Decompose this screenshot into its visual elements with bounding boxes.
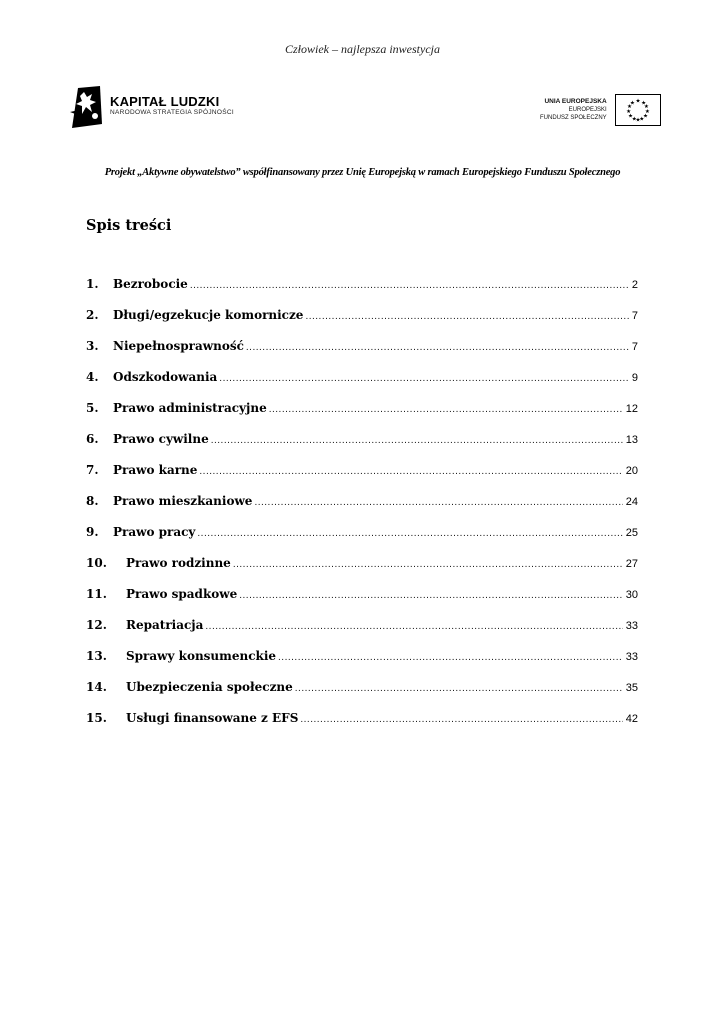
toc-entry-page[interactable]: 33 xyxy=(625,620,638,632)
toc-entry[interactable] xyxy=(86,370,638,401)
toc-dot-leader xyxy=(278,652,623,663)
toc-dot-leader xyxy=(211,435,623,446)
toc-entry-page[interactable]: 12 xyxy=(625,403,638,415)
toc-entry-page[interactable]: 7 xyxy=(631,310,638,322)
svg-text:★: ★ xyxy=(642,113,648,120)
eu-logo xyxy=(540,94,661,126)
toc-dot-leader xyxy=(199,466,622,477)
toc-entry-page[interactable]: 2 xyxy=(631,279,638,291)
toc-entry[interactable] xyxy=(86,432,638,463)
svg-text:★: ★ xyxy=(635,117,641,124)
toc-entry-title[interactable]: Prawo karne xyxy=(113,463,198,477)
toc-entry-page[interactable]: 42 xyxy=(625,713,638,725)
toc-entry[interactable] xyxy=(86,587,638,618)
toc-dot-leader xyxy=(205,621,622,632)
kapital-ludzki-emblem-icon xyxy=(70,84,104,128)
svg-text:★: ★ xyxy=(627,113,633,120)
eu-line-2: EUROPEJSKI xyxy=(568,107,607,113)
svg-text:★: ★ xyxy=(635,98,641,105)
svg-text:★: ★ xyxy=(629,100,635,107)
toc-entry-number: 14. xyxy=(86,680,107,694)
svg-text:★: ★ xyxy=(638,116,644,123)
toc-entry-title[interactable]: Repatriacja xyxy=(126,618,204,632)
toc-entry-page[interactable]: 27 xyxy=(625,558,638,570)
toc-entry-title[interactable]: Bezrobocie xyxy=(113,277,188,291)
table-of-contents xyxy=(86,277,638,742)
toc-entry-title[interactable]: Niepełnosprawność xyxy=(113,339,244,353)
toc-entry-number: 10. xyxy=(86,556,107,570)
toc-entry-page[interactable]: 33 xyxy=(625,651,638,663)
toc-entry-number: 2. xyxy=(86,308,99,322)
toc-entry-title[interactable]: Prawo pracy xyxy=(113,525,196,539)
toc-entry[interactable] xyxy=(86,556,638,587)
toc-entry-title[interactable]: Prawo mieszkaniowe xyxy=(113,494,253,508)
toc-entry-page[interactable]: 9 xyxy=(631,372,638,384)
toc-entry-title[interactable]: Długi/egzekucje komornicze xyxy=(113,308,304,322)
toc-entry-page[interactable]: 30 xyxy=(625,589,638,601)
toc-entry[interactable] xyxy=(86,401,638,432)
toc-entry-number: 7. xyxy=(86,463,99,477)
project-funding-statement: Projekt „Aktywne obywatelstwo” współfinansowany przez Unię Europejską w ramach Europejskiego Funduszu Społecznego xyxy=(104,167,621,178)
toc-entry-title[interactable]: Prawo cywilne xyxy=(113,432,209,446)
eu-line-3: FUNDUSZ SPOŁECZNY xyxy=(540,115,607,121)
svg-text:★: ★ xyxy=(640,100,646,107)
toc-entry-number: 13. xyxy=(86,649,107,663)
toc-entry-number: 12. xyxy=(86,618,107,632)
toc-dot-leader xyxy=(269,404,623,415)
toc-entry-title[interactable]: Prawo rodzinne xyxy=(126,556,231,570)
toc-entry-title[interactable]: Usługi finansowane z EFS xyxy=(126,711,299,725)
toc-entry-number: 1. xyxy=(86,277,99,291)
toc-entry-number: 5. xyxy=(86,401,99,415)
toc-entry-number: 3. xyxy=(86,339,99,353)
toc-entry-page[interactable]: 24 xyxy=(625,496,638,508)
toc-dot-leader xyxy=(300,714,622,725)
eu-flag-icon xyxy=(615,94,661,126)
svg-text:★: ★ xyxy=(643,104,649,111)
toc-entry-page[interactable]: 25 xyxy=(625,527,638,539)
toc-entry[interactable] xyxy=(86,308,638,339)
svg-text:★: ★ xyxy=(644,108,650,115)
toc-entry-number: 6. xyxy=(86,432,99,446)
toc-entry[interactable] xyxy=(86,618,638,649)
toc-entry-page[interactable]: 7 xyxy=(631,341,638,353)
toc-entry[interactable] xyxy=(86,277,638,308)
toc-entry[interactable] xyxy=(86,525,638,556)
toc-dot-leader xyxy=(219,373,629,384)
toc-dot-leader xyxy=(246,342,629,353)
toc-entry-title[interactable]: Odszkodowania xyxy=(113,370,218,384)
svg-text:★: ★ xyxy=(631,116,637,123)
toc-entry-number: 15. xyxy=(86,711,107,725)
toc-entry-title[interactable]: Ubezpieczenia społeczne xyxy=(126,680,293,694)
toc-dot-leader xyxy=(197,528,622,539)
toc-entry-number: 8. xyxy=(86,494,99,508)
toc-entry[interactable] xyxy=(86,494,638,525)
toc-heading: Spis treści xyxy=(86,217,172,234)
toc-entry-number: 9. xyxy=(86,525,99,539)
toc-entry-page[interactable]: 13 xyxy=(625,434,638,446)
kapital-ludzki-logo xyxy=(70,84,234,128)
toc-dot-leader xyxy=(233,559,623,570)
kapital-ludzki-subtitle: NARODOWA STRATEGIA SPÓJNOŚCI xyxy=(110,109,234,116)
eu-title: UNIA EUROPEJSKA xyxy=(544,98,607,105)
toc-dot-leader xyxy=(295,683,623,694)
toc-entry-number: 4. xyxy=(86,370,99,384)
toc-entry-number: 11. xyxy=(86,587,107,601)
svg-text:★: ★ xyxy=(625,108,631,115)
toc-dot-leader xyxy=(239,590,623,601)
header-motto: Człowiek – najlepsza inwestycja xyxy=(285,42,440,56)
toc-entry[interactable] xyxy=(86,339,638,370)
toc-entry-page[interactable]: 20 xyxy=(625,465,638,477)
kapital-ludzki-title: KAPITAŁ LUDZKI xyxy=(110,94,220,109)
toc-entry-title[interactable]: Sprawy konsumenckie xyxy=(126,649,277,663)
toc-entry[interactable] xyxy=(86,649,638,680)
toc-entry-title[interactable]: Prawo administracyjne xyxy=(113,401,267,415)
svg-text:★: ★ xyxy=(626,104,632,111)
toc-entry[interactable] xyxy=(86,463,638,494)
toc-entry[interactable] xyxy=(86,680,638,711)
toc-dot-leader xyxy=(254,497,622,508)
toc-entry-title[interactable]: Prawo spadkowe xyxy=(126,587,238,601)
toc-entry[interactable] xyxy=(86,711,638,742)
toc-dot-leader xyxy=(305,311,628,322)
toc-dot-leader xyxy=(190,280,629,291)
toc-entry-page[interactable]: 35 xyxy=(625,682,638,694)
